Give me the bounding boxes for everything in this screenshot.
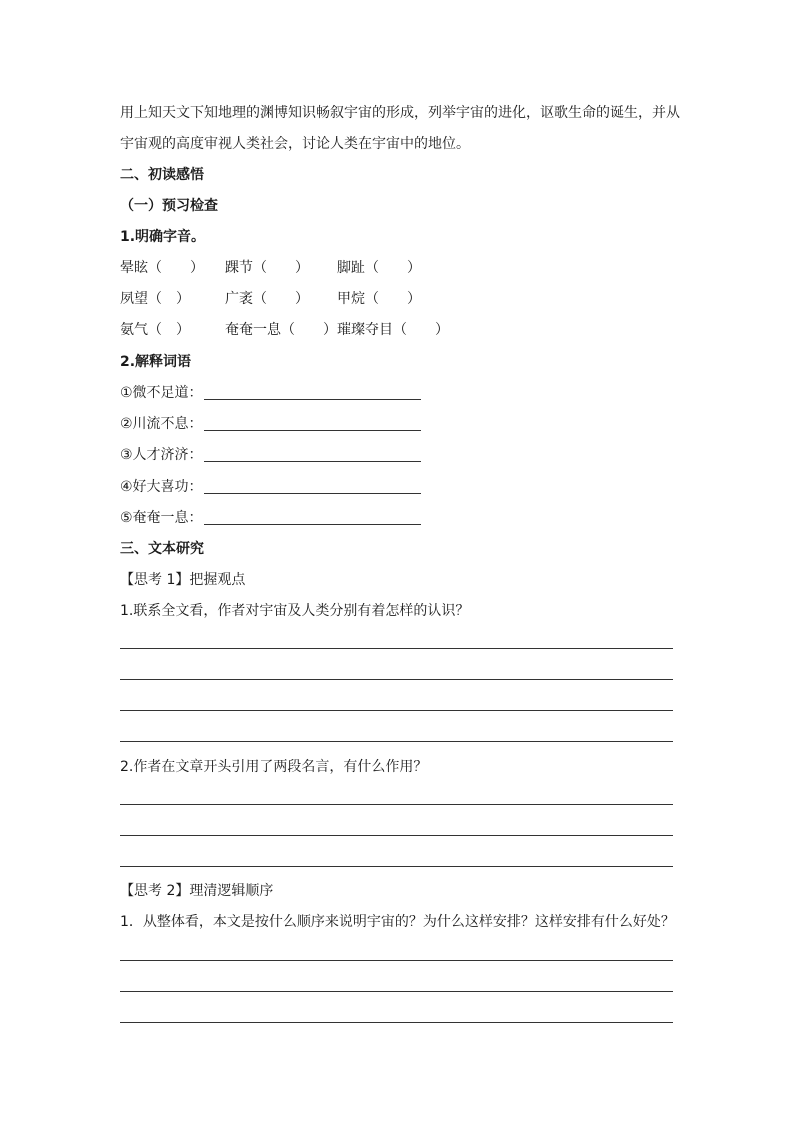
- term-4-label: ④好大喜功：: [120, 479, 203, 495]
- term-5-label: ⑤奄奄一息：: [120, 510, 203, 526]
- pron-r3c3: 璀璨夺目（ ）: [337, 322, 449, 338]
- answer-line[interactable]: [120, 835, 673, 836]
- think-1-heading: 【思考 1】把握观点: [120, 572, 246, 588]
- think-1-question-1: 1.联系全文看，作者对宇宙及人类分别有着怎样的认识？: [120, 603, 470, 619]
- question-2-title: 2.解释词语: [120, 354, 192, 370]
- term-3-blank[interactable]: [204, 461, 421, 462]
- pron-r1c3: 脚趾（ ）: [337, 260, 421, 276]
- intro-line-1: 用上知天文下知地理的渊博知识畅叙宇宙的形成，列举宇宙的进化，讴歌生命的诞生，并从: [120, 105, 680, 121]
- answer-line[interactable]: [120, 679, 673, 680]
- pron-r2c2: 广袤（ ）: [225, 291, 309, 307]
- term-2-label: ②川流不息：: [120, 416, 203, 432]
- term-2-blank[interactable]: [204, 430, 421, 431]
- term-4-blank[interactable]: [204, 493, 421, 494]
- answer-line[interactable]: [120, 991, 673, 992]
- intro-line-2: 宇宙观的高度审视人类社会，讨论人类在宇宙中的地位。: [120, 136, 470, 152]
- question-1-title: 1.明确字音。: [120, 229, 206, 245]
- pron-r3c2: 奄奄一息（ ）: [225, 322, 337, 338]
- subsection-preview-check: （一）预习检查: [120, 198, 218, 214]
- think-2-heading: 【思考 2】理清逻辑顺序: [120, 883, 274, 899]
- section-2-title: 二、初读感悟: [120, 167, 204, 183]
- pron-r1c1: 晕眩（ ）: [120, 260, 204, 276]
- term-1-blank[interactable]: [204, 399, 421, 400]
- think-1-question-2: 2.作者在文章开头引用了两段名言，有什么作用？: [120, 759, 428, 775]
- answer-line[interactable]: [120, 710, 673, 711]
- term-3-label: ③人才济济：: [120, 447, 203, 463]
- answer-line[interactable]: [120, 1022, 673, 1023]
- pron-r2c3: 甲烷（ ）: [337, 291, 421, 307]
- pron-r3c1: 氨气（ ）: [120, 322, 190, 338]
- term-5-blank[interactable]: [204, 524, 421, 525]
- answer-line[interactable]: [120, 648, 673, 649]
- answer-line[interactable]: [120, 804, 673, 805]
- answer-line[interactable]: [120, 866, 673, 867]
- answer-line[interactable]: [120, 960, 673, 961]
- think-2-question-1: 1．从整体看，本文是按什么顺序来说明宇宙的？为什么这样安排？这样安排有什么好处？: [120, 914, 675, 930]
- section-3-title: 三、文本研究: [120, 541, 204, 557]
- term-1-label: ①微不足道：: [120, 385, 203, 401]
- answer-line[interactable]: [120, 741, 673, 742]
- pron-r2c1: 夙望（ ）: [120, 291, 190, 307]
- pron-r1c2: 踝节（ ）: [225, 260, 309, 276]
